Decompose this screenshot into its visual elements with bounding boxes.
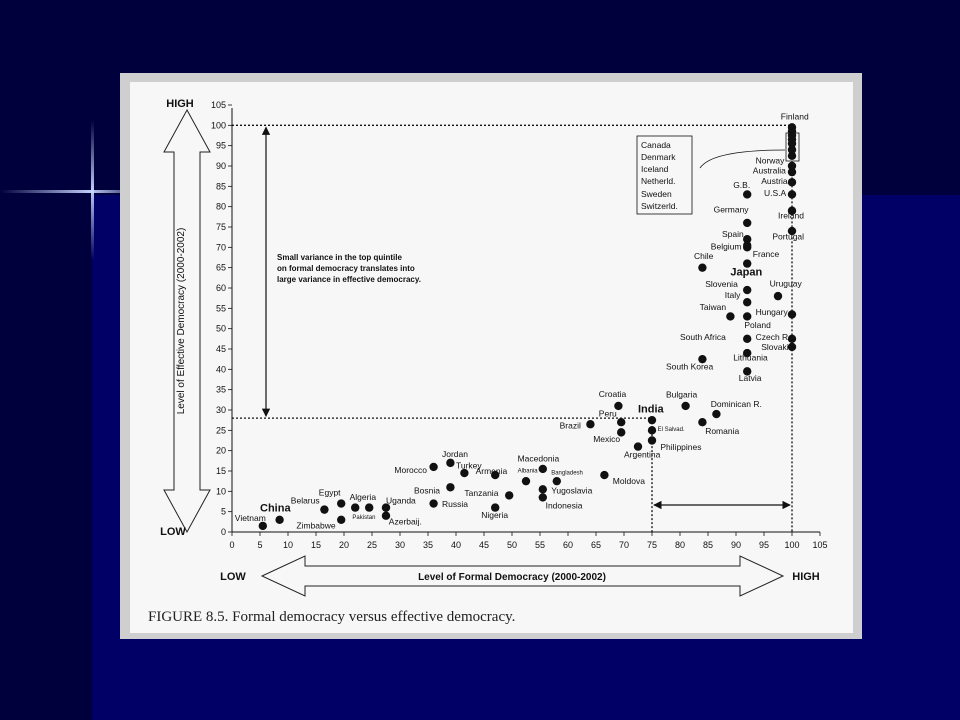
x-tick-label: 0 (229, 540, 235, 550)
point-label: Yugoslavia (551, 485, 593, 496)
x-high-label: HIGH (792, 571, 820, 583)
point-label: Vietnam (234, 513, 266, 524)
y-tick-label: 45 (215, 344, 226, 354)
annotation-line-2: on formal democracy translates into (277, 264, 415, 273)
x-tick-label: 85 (702, 540, 714, 550)
point-label: Latvia (738, 373, 762, 384)
point-label: Norway (755, 155, 785, 166)
y-tick-label: 85 (215, 181, 226, 192)
point-label: G.B. (733, 179, 751, 190)
point-label: Indonesia (545, 500, 583, 511)
point-label: Czech R. (755, 332, 791, 343)
point-label: Japan (730, 266, 763, 279)
x-tick-label: 20 (338, 540, 350, 550)
data-point (429, 463, 437, 471)
data-point (743, 190, 751, 198)
point-label: Belarus (290, 495, 320, 506)
data-point (446, 483, 454, 491)
y-tick-label: 50 (215, 323, 226, 334)
y-tick-label: 25 (215, 425, 226, 436)
x-tick-label: 80 (674, 540, 686, 550)
point-label: Uganda (386, 495, 416, 506)
data-point (743, 219, 751, 227)
x-tick-label: 55 (534, 540, 546, 550)
y-tick-label: 95 (215, 140, 226, 151)
point-label: Algeria (349, 491, 377, 502)
data-point (648, 436, 656, 444)
y-tick-label: 10 (215, 486, 226, 497)
point-label: Russia (442, 498, 468, 509)
point-label: Hungary (755, 307, 788, 318)
x-tick-label: 75 (646, 540, 658, 550)
point-label: Lithuania (733, 352, 768, 363)
point-label: Australia (752, 165, 786, 176)
data-point (648, 426, 656, 434)
point-label: Turkey (456, 460, 482, 471)
y-axis-title: Level of Effective Democracy (2000-2002) (176, 227, 187, 415)
figure-caption: FIGURE 8.5. Formal democracy versus effective democracy. (148, 609, 516, 625)
y-tick-label: 0 (220, 527, 226, 537)
x-tick-label: 30 (394, 540, 406, 550)
point-label: Zimbabwe (296, 520, 336, 531)
data-point (539, 485, 547, 493)
data-point (505, 491, 513, 499)
data-point (429, 499, 437, 507)
point-label: Poland (744, 319, 771, 330)
point-label: Egypt (318, 487, 341, 498)
point-label: South Africa (680, 332, 726, 343)
x-tick-label: 25 (366, 540, 378, 550)
data-point (726, 312, 734, 320)
x-axis-title: Level of Formal Democracy (2000-2002) (418, 572, 606, 583)
point-label: Mexico (593, 434, 621, 445)
point-label: Philippines (660, 441, 702, 452)
point-label: Azerbaij. (388, 516, 422, 527)
box-country-6: Switzerld. (641, 201, 678, 211)
x-tick-label: 60 (562, 540, 574, 550)
point-label: Austria (761, 175, 788, 186)
point-label: India (638, 403, 664, 416)
point-label: Taiwan (699, 301, 727, 312)
point-label: Ireland (778, 210, 804, 221)
y-tick-label: 55 (215, 303, 226, 314)
point-label: Jordan (442, 448, 468, 459)
data-point (788, 162, 796, 170)
data-point (743, 298, 751, 306)
x-tick-label: 45 (478, 540, 490, 550)
data-point (553, 477, 561, 485)
data-point (586, 420, 594, 428)
data-point (712, 410, 720, 418)
y-tick-label: 100 (210, 120, 226, 131)
y-tick-label: 15 (215, 466, 226, 476)
point-label: Dominican R. (710, 399, 762, 410)
data-point (743, 235, 751, 243)
data-point (600, 471, 608, 479)
data-point (648, 416, 656, 424)
x-tick-label: 105 (812, 540, 828, 550)
point-label: Slovenia (705, 279, 738, 290)
x-tick-label: 15 (310, 540, 322, 550)
point-label: Spain (722, 229, 744, 240)
point-label: Pakistan (352, 514, 376, 521)
x-tick-label: 100 (784, 540, 800, 550)
x-tick-label: 10 (282, 540, 294, 550)
point-label: Bosnia (414, 485, 440, 496)
box-country-4: Netherld. (641, 176, 676, 186)
data-point (337, 499, 345, 507)
y-tick-label: 40 (215, 364, 226, 375)
point-label: Bulgaria (666, 389, 698, 400)
box-country-3: Iceland (641, 164, 669, 174)
point-label: Romania (705, 425, 740, 436)
x-tick-label: 50 (506, 540, 518, 550)
point-label: Uruguay (769, 278, 802, 289)
y-tick-label: 90 (215, 161, 226, 171)
y-tick-label: 5 (220, 506, 226, 517)
y-tick-label: 30 (215, 405, 226, 415)
point-label: Peru (598, 408, 617, 419)
data-point (788, 178, 796, 186)
point-label: Morocco (394, 465, 427, 476)
point-label: China (260, 502, 291, 515)
box-country-1: Canada (641, 140, 671, 150)
point-label: Croatia (598, 388, 627, 399)
point-label: U.S.A (764, 188, 787, 199)
y-tick-label: 65 (215, 262, 226, 273)
y-tick-label: 70 (215, 242, 226, 253)
vertical-scale-arrow (164, 110, 210, 532)
box-country-5: Sweden (641, 189, 672, 199)
y-low-label: LOW (160, 526, 186, 538)
point-label: Tanzania (464, 487, 499, 498)
point-label: Italy (724, 290, 741, 301)
y-tick-label: 20 (215, 445, 226, 456)
data-point (698, 263, 706, 271)
data-point (681, 402, 689, 410)
x-tick-label: 95 (758, 540, 770, 550)
box-country-2: Denmark (641, 152, 676, 162)
data-point (788, 310, 796, 318)
point-label: Chile (694, 251, 714, 262)
x-tick-label: 5 (257, 540, 263, 550)
x-tick-label: 40 (450, 540, 462, 550)
data-point (743, 286, 751, 294)
point-label: Bangladesh (551, 470, 583, 477)
data-point (446, 459, 454, 467)
point-label: Finland (780, 111, 809, 122)
y-tick-label: 75 (215, 222, 226, 232)
data-point (539, 465, 547, 473)
data-point (275, 516, 283, 524)
point-label: El Salvad. (657, 427, 685, 434)
point-label: Argentina (624, 449, 661, 460)
y-tick-label: 35 (215, 384, 226, 395)
point-label: Nigeria (481, 510, 509, 521)
data-point (774, 292, 782, 300)
point-label: Brazil (559, 420, 581, 431)
data-point (365, 503, 373, 511)
data-point (337, 516, 345, 524)
point-label: Armenia (475, 465, 508, 476)
point-label: France (752, 249, 780, 260)
point-label: Germany (713, 204, 749, 215)
data-point (351, 503, 359, 511)
annotation-line-3: large variance in effective democracy. (277, 275, 421, 284)
point-label: Portugal (772, 231, 805, 242)
y-high-label: HIGH (166, 98, 194, 110)
y-tick-label: 105 (210, 100, 226, 110)
data-point (522, 477, 530, 485)
point-label: Albania (517, 468, 538, 475)
point-label: South Korea (666, 361, 714, 372)
x-tick-label: 65 (590, 540, 602, 550)
x-tick-label: 90 (730, 540, 742, 550)
data-point (320, 505, 328, 513)
y-tick-label: 80 (215, 201, 226, 212)
data-point (617, 418, 625, 426)
annotation-line-1: Small variance in the top quintile (277, 253, 402, 262)
data-point (788, 123, 796, 131)
y-tick-label: 60 (215, 283, 226, 293)
x-tick-label: 70 (618, 540, 630, 550)
data-point (788, 190, 796, 198)
data-point (743, 335, 751, 343)
x-low-label: LOW (220, 571, 246, 583)
point-label: Slovakia (761, 342, 794, 353)
point-label: Macedonia (517, 453, 560, 464)
point-label: Belgium (710, 241, 742, 252)
x-tick-label: 35 (422, 540, 434, 550)
point-label: Moldova (612, 476, 645, 487)
